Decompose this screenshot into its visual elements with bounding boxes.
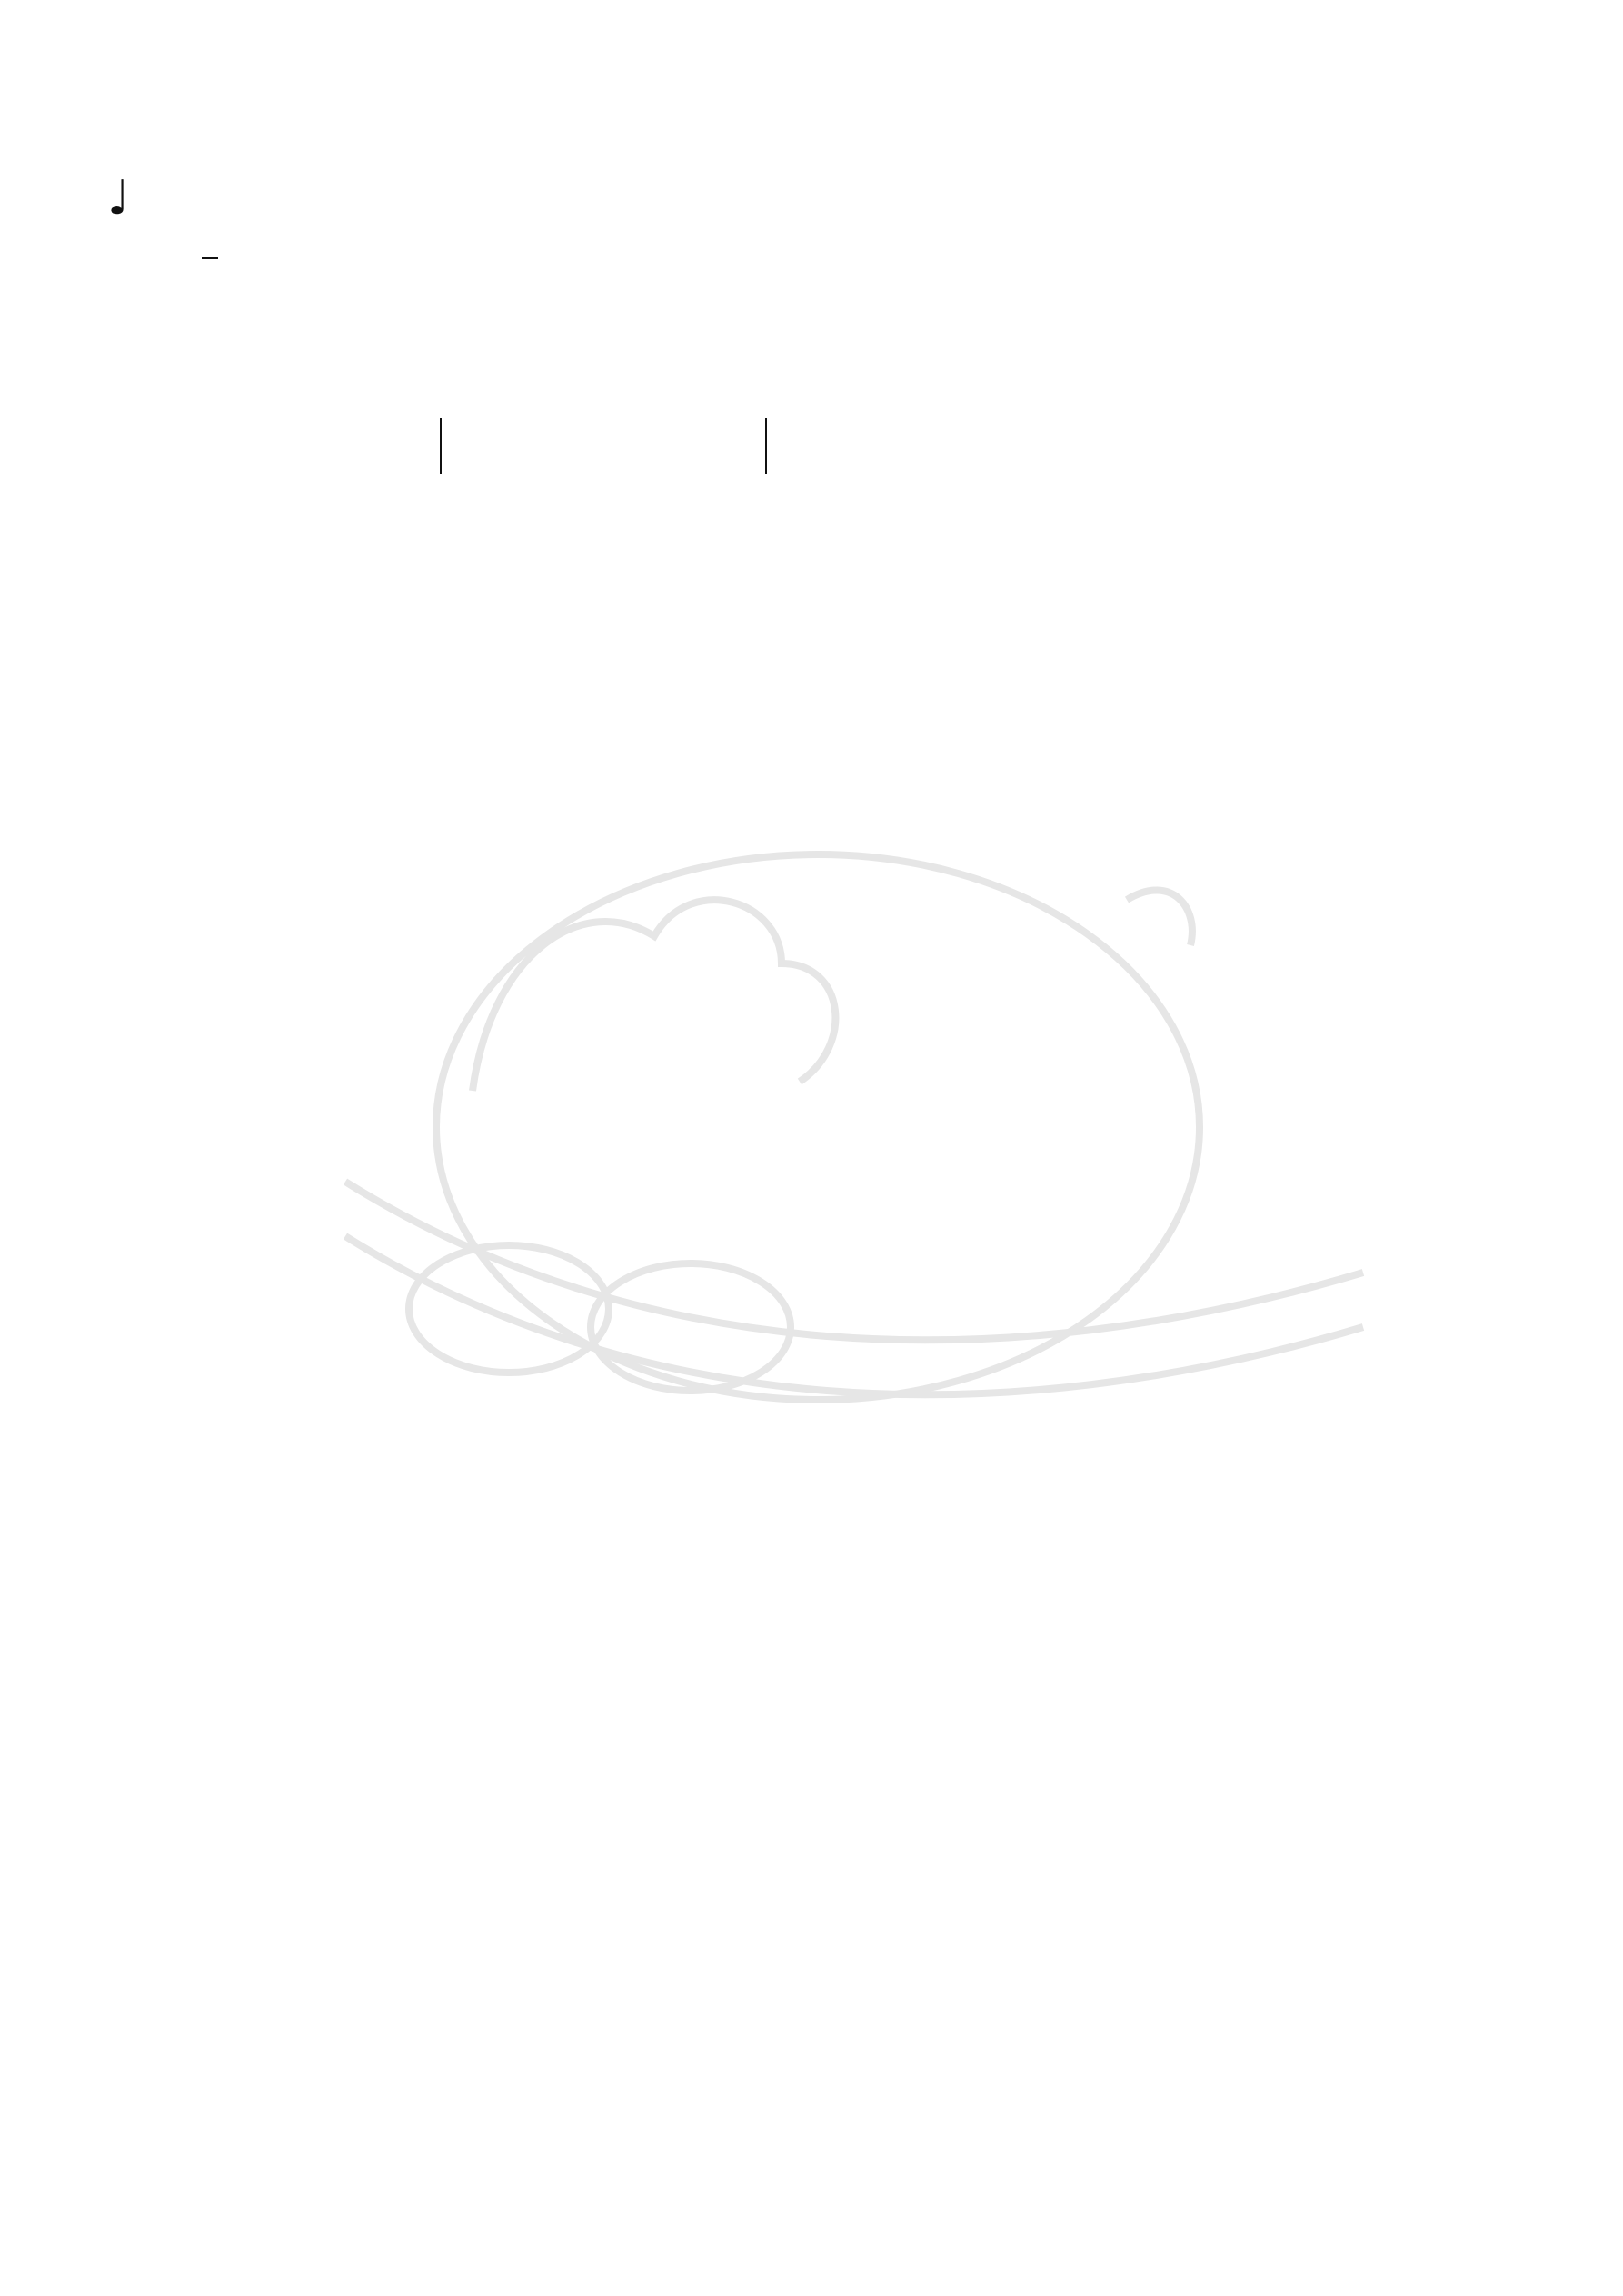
barline: [440, 418, 442, 474]
barline: [765, 418, 767, 474]
quarter-note-icon: ♩: [107, 171, 130, 225]
tempo-marking: [107, 171, 134, 225]
time-signature: [202, 256, 218, 260]
